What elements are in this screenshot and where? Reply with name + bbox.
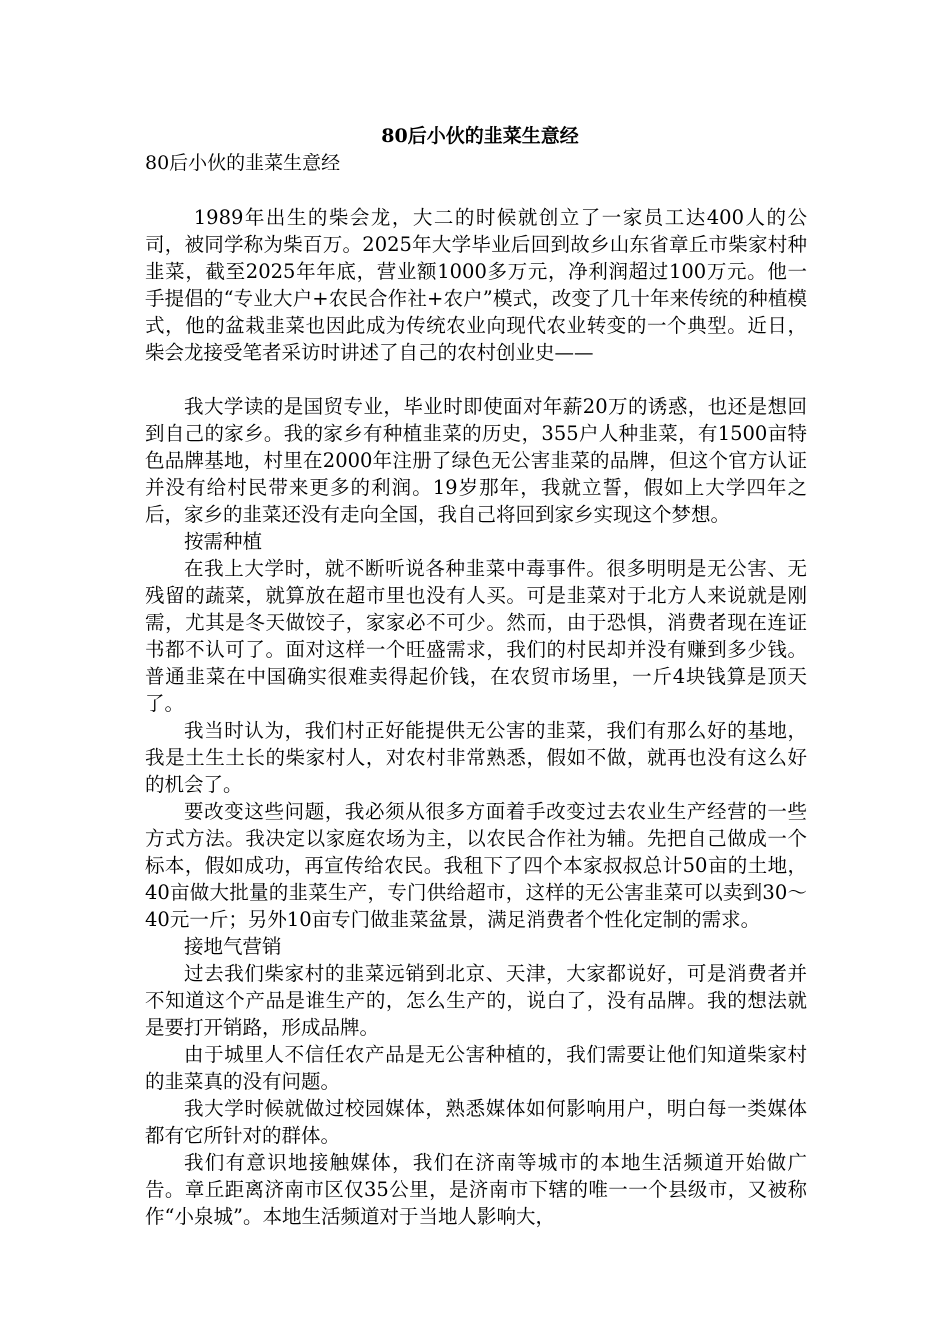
paragraph-7: 我大学时候就做过校园媒体，熟悉媒体如何影响用户，明白每一类媒体都有它所针对的群体。 <box>145 1097 807 1147</box>
document-page <box>145 122 807 1230</box>
document-title: 80后小伙的韭菜生意经 <box>381 125 579 147</box>
section-heading-1: 按需种植 <box>184 530 263 553</box>
intro-paragraph: 1989年出生的柴会龙，大二的时候就创立了一家员工达400人的公司，被同学称为柴百万。2025年大学毕业后回到故乡山东省章丘市柴家村种韭菜，截至2025年年底，营业额1000多万元，净利润超过100万元。他一手提倡的“专业大户+农民合作社+农户”模式，改变了几十年来传统的种植模式，他的盆栽韭菜也因此成为传统农业向现代农业转变的一个典型。近日，柴会龙接受笔者采访时讲述了自己的农村创业史—— <box>145 206 807 364</box>
document-subtitle: 80后小伙的韭菜生意经 <box>145 152 341 174</box>
paragraph-3: 我当时认为，我们村正好能提供无公害的韭菜，我们有那么好的基地，我是土生土长的柴家村人，对农村非常熟悉，假如不做，就再也没有这么好的机会了。 <box>145 719 807 796</box>
paragraph-4: 要改变这些问题，我必须从很多方面着手改变过去农业生产经营的一些方式方法。我决定以家庭农场为主，以农民合作社为辅。先把自己做成一个标本，假如成功，再宣传给农民。我租下了四个本家叔叔总计50亩的土地，40亩做大批量的韭菜生产，专门供给超市，这样的无公害韭菜可以卖到30～40元一斤；另外10亩专门做韭菜盆景，满足消费者个性化定制的需求。 <box>145 800 807 931</box>
paragraph-6: 由于城里人不信任农产品是无公害种植的，我们需要让他们知道柴家村的韭菜真的没有问题。 <box>145 1043 807 1093</box>
section-heading-2: 接地气营销 <box>184 935 282 958</box>
paragraph-1: 我大学读的是国贸专业，毕业时即使面对年薪20万的诱惑，也还是想回到自己的家乡。我的家乡有种植韭菜的历史，355户人种韭菜，有1500亩特色品牌基地，村里在2000年注册了绿色无公害韭菜的品牌，但这个官方认证并没有给村民带来更多的利润。19岁那年，我就立誓，假如上大学四年之后，家乡的韭菜还没有走向全国，我自己将回到家乡实现这个梦想。 <box>145 395 807 526</box>
paragraph-5: 过去我们柴家村的韭菜远销到北京、天津，大家都说好，可是消费者并不知道这个产品是谁生产的，怎么生产的，说白了，没有品牌。我的想法就是要打开销路，形成品牌。 <box>145 962 807 1039</box>
paragraph-2: 在我上大学时，就不断听说各种韭菜中毒事件。很多明明是无公害、无残留的蔬菜，就算放在超市里也没有人买。可是韭菜对于北方人来说就是刚需，尤其是冬天做饺子，家家必不可少。然而，由于恐惧，消费者现在连证书都不认可了。面对这样一个旺盛需求，我们的村民却并没有赚到多少钱。普通韭菜在中国确实很难卖得起价钱，在农贸市场里，一斤4块钱算是顶天了。 <box>145 557 807 715</box>
paragraph-8: 我们有意识地接触媒体，我们在济南等城市的本地生活频道开始做广告。章丘距离济南市区仅35公里，是济南市下辖的唯一一个县级市，又被称作“小泉城”。本地生活频道对于当地人影响大， <box>145 1151 807 1228</box>
